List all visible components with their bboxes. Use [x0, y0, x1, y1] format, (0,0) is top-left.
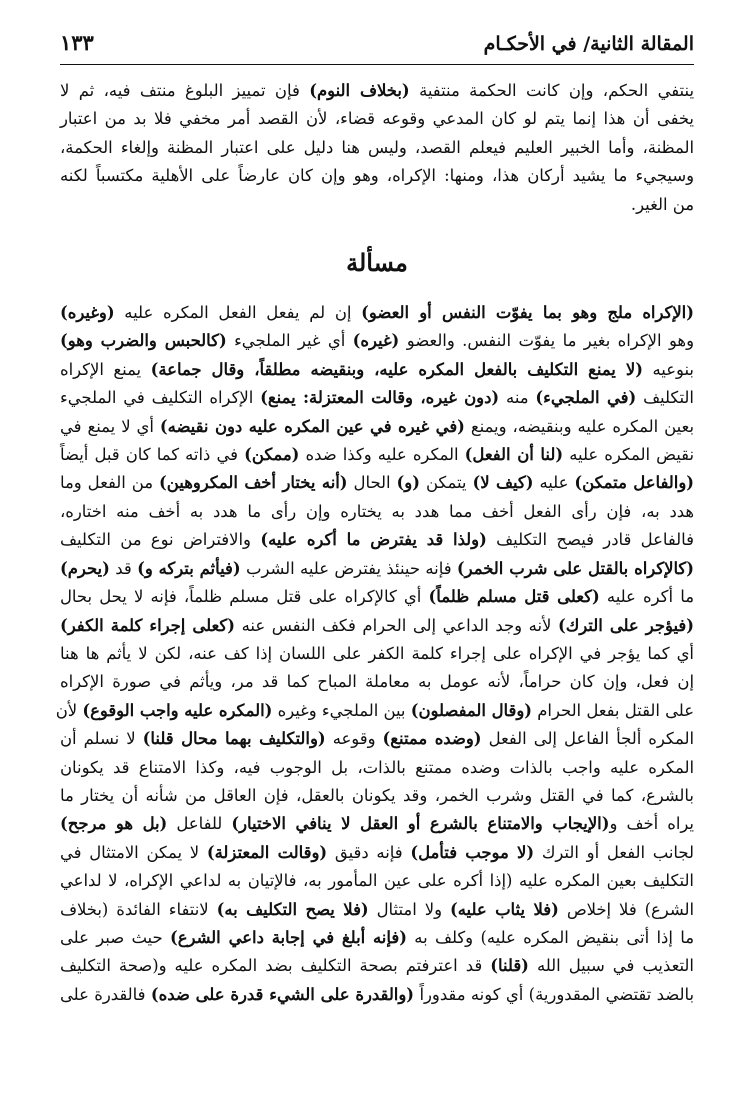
text-line: التعذيب في سبيل الله (قلنا) قد اعترفتم بصحة التكليف بضد المكره عليه و(صحة التكليف [60, 956, 694, 976]
text-line: على القتل بفعل الحرام (وقال المفصلون) بين الملجيء وغيره (المكره عليه واجب الوقوع) لأن [55, 700, 694, 720]
text-line: ما أكره عليه (كعلى قتل مسلم ظلماً) أي كالإكراه على قتل مسلم ظلماً، فإنه لا يحل بحال [60, 587, 694, 607]
text-line: يخفى أن هذا إنما يتم لو كان المدعي وقوعه قضاء، لأن القصد أمر مخفي فلا بد من اعتبار [60, 109, 694, 129]
text-line: أي كما يؤجر في الإكراه على إجراء كلمة الكفر على اللسان إذا كف عنه، لكن لا يأثم ها هنا [60, 643, 694, 663]
text-line: (الإكراه ملج وهو بما يفوّت النفس أو العضو) إن لم يفعل الفعل المكره عليه (وغيره) [60, 303, 694, 323]
text-line: بعين المكره عليه وبنقيضه، ويمنع (في غيره في عين المكره عليه دون نقيضه) أي لا يمنع في [60, 416, 695, 436]
text-line: التكليف (في الملجيء) منه (دون غيره، وقالت المعتزلة: يمنع) الإكراه التكليف في الملجيء [60, 388, 694, 408]
text-line: بالشرع، كما في القتل وشرب الخمر، وقد يكونان بالعقل، فإن العاقل من شأنه أن يختار ما [60, 785, 694, 805]
text-line: هدد به، فإن رأى الفعل أخف مما هدد به يختاره وإن رأى ما هدد به أخف منه اختاره، [60, 501, 694, 521]
text-line: (والفاعل متمكن) عليه (كيف لا) يتمكن (و) الحال (أنه يختار أخف المكروهين) من الفعل وما [60, 473, 695, 493]
text-line: نقيض المكره عليه (لنا أن الفعل) المكره عليه وكذا ضده (ممكن) في ذاته كما كان قبل أيضاً [60, 445, 695, 465]
text-line: ما إذا أتى بنقيض المكره عليه) وكلف به (فإنه أبلغ في إجابة داعي الشرع) حيث صبر على [60, 927, 694, 947]
text-line: بنوعيه (لا يمنع التكليف بالفعل المكره عليه، وبنقيضه مطلقاً، وقال جماعة) يمنع الإكراه [60, 359, 694, 379]
text-line: وسيجيء ما يشيد أركان هذا، ومنها: الإكراه، وهو وإن كان عارضاً على الأهلية مكتسباً لكنه [60, 166, 694, 186]
text-line: المظنة، وأما الخبير العليم فيعلم القصد، وليس هنا دليل على اعتبار المظنة وإلغاء الحكمة، [60, 137, 694, 157]
text-line: من الغير. [630, 194, 694, 214]
text-line: يراه أخف و(الإيجاب والامتناع بالشرع أو العقل لا ينافي الاختيار) للفاعل (بل هو مرجح) [60, 814, 694, 834]
text-line: فالفاعل قادر فيصح التكليف (ولذا قد يفترض ما أكره عليه) والافتراض نوع من التكليف [60, 530, 694, 550]
text-line: المكره ألجأ الفاعل إلى الفعل (وضده ممتنع) وقوعه (والتكليف بهما محال قلنا) لا نسلم أن [60, 729, 695, 749]
page-header [60, 30, 694, 65]
text-line: إن فعل، وإن كان حراماً، لأنه عومل به معاملة المباح كما قد مر، ويأثم في صورة الإكراه [60, 672, 694, 692]
body-paragraph [55, 299, 695, 1009]
page-number: ١٣٣ [60, 30, 94, 55]
running-title: المقالة الثانية/ في الأحكـام [483, 33, 694, 55]
text-line: التكليف بعين المكره عليه (إذا أكره على عين المأمور به، فالإتيان به لداعي الإكراه، لا لداعي [60, 871, 694, 891]
text-line: ينتفي الحكم، وإن كانت الحكمة منتفية (بخلاف النوم) فإن تمييز البلوغ منتف فيه، ثم لا [60, 81, 694, 100]
text-line: وهو الإكراه بغير ما يفوّت النفس. والعضو (غيره) أي غير الملجيء (كالحبس والضرب وهو) [60, 331, 694, 351]
text-line: المكره عليه واجب بالذات وضده ممتنع بالذات، بل الوجوب فيه، وكذا الامتناع قد يكونان [60, 757, 694, 777]
section-title: مسألة [346, 248, 408, 278]
text-line: لجانب الفعل أو الترك (لا موجب فتأمل) فإنه دقيق (وقالت المعتزلة) لا يمكن الامتثال في [60, 842, 694, 862]
text-line: بالضد تقتضي المقدورية) أي كونه مقدوراً (والقدرة على الشيء قدرة على ضده) فالقدرة على [60, 984, 695, 1004]
text-line: الشرع) فلا إخلاص (فلا يثاب عليه) ولا امتثال (فلا يصح التكليف به) لانتفاء الفائدة (بخلاف [60, 899, 695, 919]
text-line: (فيؤجر على الترك) لأنه وجد الداعي إلى الحرام فكف النفس عنه (كعلى إجراء كلمة الكفر) [60, 615, 694, 635]
text-line: (كالإكراه بالقتل على شرب الخمر) فإنه حينئذ يفترض عليه الشرب (فيأثم بتركه و) قد (يحرم) [60, 558, 694, 578]
intro-paragraph [60, 77, 694, 219]
